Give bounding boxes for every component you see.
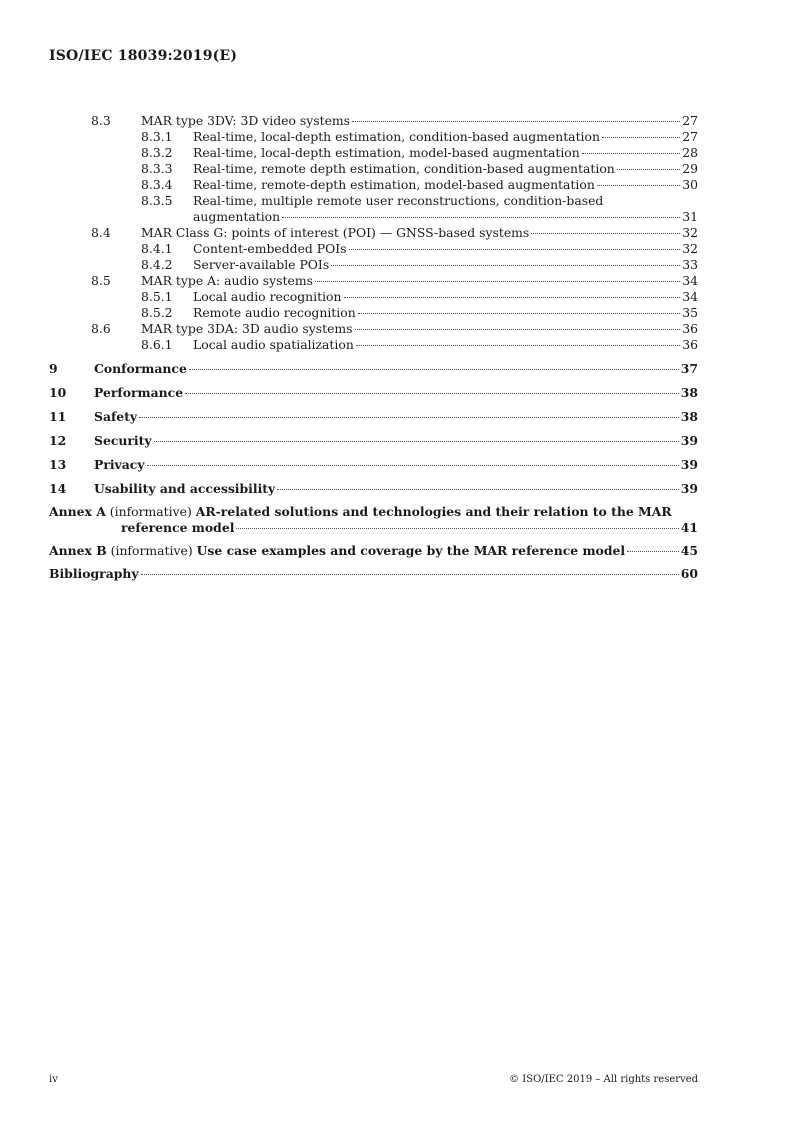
toc-title: Privacy — [94, 457, 145, 472]
leader-dots — [189, 369, 679, 370]
toc-number: 8.3 — [91, 113, 111, 128]
toc-title: Bibliography — [49, 566, 139, 581]
toc-page: 34 — [682, 289, 698, 304]
toc-title: Remote audio recognition — [193, 305, 356, 320]
leader-dots — [617, 169, 680, 170]
toc-page: 29 — [682, 161, 698, 176]
leader-dots — [597, 185, 680, 186]
toc-number: 13 — [49, 457, 67, 472]
toc-title: Local audio recognition — [193, 289, 342, 304]
toc-entry-annex-a[interactable] — [49, 504, 698, 520]
toc-page: 36 — [682, 337, 698, 352]
leader-dots — [141, 574, 679, 575]
toc-page: 30 — [682, 177, 698, 192]
toc-page: 33 — [682, 257, 698, 272]
annex-qualifier: (informative) — [109, 504, 192, 519]
leader-dots — [349, 249, 681, 250]
toc-number: 8.4.1 — [141, 241, 173, 256]
toc-entry-12[interactable] — [49, 432, 698, 449]
toc-number: 8.5.2 — [141, 305, 173, 320]
leader-dots — [356, 345, 680, 346]
toc-entry-8-3-5[interactable] — [49, 193, 698, 209]
toc-page: 32 — [682, 241, 698, 256]
leader-dots — [331, 265, 680, 266]
toc-title: MAR Class G: points of interest (POI) — GNSS-based systems — [141, 225, 530, 240]
annex-qualifier: (informative) — [110, 543, 193, 558]
leader-dots — [355, 329, 681, 330]
toc-number: 8.4.2 — [141, 257, 173, 272]
leader-dots — [352, 121, 680, 122]
toc-title: Content-embedded POIs — [193, 241, 347, 256]
toc-title: MAR type A: audio systems — [141, 273, 313, 288]
toc-number: 8.3.3 — [141, 161, 173, 176]
toc-page: 41 — [680, 520, 698, 535]
toc-title: MAR type 3DA: 3D audio systems — [141, 321, 353, 336]
leader-dots — [236, 528, 678, 529]
toc-number: 8.5.1 — [141, 289, 173, 304]
toc-title: Performance — [94, 385, 184, 400]
annex-label: Annex A — [49, 504, 106, 519]
toc-page: 36 — [682, 321, 698, 336]
toc-entry-10[interactable] — [49, 384, 698, 401]
toc-number: 11 — [49, 409, 67, 424]
leader-dots — [358, 313, 681, 314]
toc-title: Real-time, local-depth estimation, condition-based augmentation — [193, 129, 600, 144]
toc-title: Real-time, remote-depth estimation, model-based augmentation — [193, 177, 595, 192]
toc-title: Safety — [94, 409, 138, 424]
toc-entry-annex-a-cont[interactable] — [49, 520, 698, 536]
toc-page: 32 — [682, 225, 698, 240]
toc-number: 8.6.1 — [141, 337, 173, 352]
document-header: ISO/IEC 18039:2019(E) — [49, 48, 238, 64]
toc-title: Real-time, remote depth estimation, condition-based augmentation — [193, 161, 615, 176]
toc-page: 38 — [680, 409, 698, 424]
toc-number: 9 — [49, 361, 58, 376]
toc-page: 27 — [682, 129, 698, 144]
toc-entry-8-3[interactable] — [49, 113, 698, 129]
toc-entry-bibliography[interactable] — [49, 566, 698, 582]
toc-entry-8-3-2[interactable] — [49, 145, 698, 161]
toc-number: 8.3.2 — [141, 145, 173, 160]
toc-page: 39 — [680, 433, 698, 448]
toc-page: 34 — [682, 273, 698, 288]
leader-dots — [277, 489, 679, 490]
leader-dots — [139, 417, 679, 418]
toc-entry-8-3-5-cont[interactable] — [49, 209, 698, 225]
annex-title: AR-related solutions and technologies and their relation to the MAR — [195, 504, 672, 519]
toc-title: Conformance — [94, 361, 187, 376]
toc-title: Real-time, multiple remote user reconstructions, condition-based — [193, 193, 604, 208]
toc-title: Server-available POIs — [193, 257, 330, 272]
toc-page: 27 — [682, 113, 698, 128]
toc-entry-8-6-1[interactable] — [49, 337, 698, 353]
toc-number: 10 — [49, 385, 67, 400]
toc-page: 60 — [680, 566, 698, 581]
toc-entry-8-6[interactable] — [49, 321, 698, 337]
toc-title: Real-time, local-depth estimation, model-based augmentation — [193, 145, 580, 160]
toc-page: 28 — [682, 145, 698, 160]
toc-title-continued: augmentation — [193, 209, 281, 224]
leader-dots — [154, 441, 679, 442]
toc-number: 8.4 — [91, 225, 111, 240]
toc-page: 38 — [680, 385, 698, 400]
toc-entry-8-4-1[interactable] — [49, 241, 698, 257]
toc-title: Security — [94, 433, 152, 448]
table-of-contents — [49, 113, 698, 582]
toc-title: Local audio spatialization — [193, 337, 354, 352]
leader-dots — [282, 217, 680, 218]
toc-entry-annex-b[interactable] — [49, 543, 698, 559]
toc-entry-8-5-1[interactable] — [49, 289, 698, 305]
leader-dots — [627, 551, 679, 552]
toc-number: 8.5 — [91, 273, 111, 288]
toc-title: Usability and accessibility — [94, 481, 276, 496]
toc-entry-8-5-2[interactable] — [49, 305, 698, 321]
annex-label: Annex B — [49, 543, 107, 558]
toc-page: 39 — [680, 481, 698, 496]
page-number: iv — [49, 1074, 58, 1085]
toc-entry-8-3-4[interactable] — [49, 177, 698, 193]
annex-title: Use case examples and coverage by the MAR reference model — [196, 543, 626, 558]
toc-entry-9[interactable] — [49, 360, 698, 377]
annex-title-continued: reference model — [121, 520, 235, 535]
toc-entry-8-5[interactable] — [49, 273, 698, 289]
toc-page: 39 — [680, 457, 698, 472]
toc-number: 8.3.4 — [141, 177, 173, 192]
toc-entry-13[interactable] — [49, 456, 698, 473]
leader-dots — [344, 297, 681, 298]
leader-dots — [531, 233, 680, 234]
toc-entry-8-4[interactable] — [49, 225, 698, 241]
toc-page: 35 — [682, 305, 698, 320]
toc-number: 8.3.1 — [141, 129, 173, 144]
toc-number: 12 — [49, 433, 67, 448]
toc-page: 45 — [680, 543, 698, 558]
toc-page: 31 — [682, 209, 698, 224]
toc-page: 37 — [680, 361, 698, 376]
toc-entry-8-4-2[interactable] — [49, 257, 698, 273]
leader-dots — [315, 281, 680, 282]
copyright-notice: © ISO/IEC 2019 – All rights reserved — [509, 1074, 698, 1085]
toc-entry-14[interactable] — [49, 480, 698, 497]
toc-title: MAR type 3DV: 3D video systems — [141, 113, 351, 128]
leader-dots — [602, 137, 680, 138]
toc-number: 8.3.5 — [141, 193, 173, 208]
toc-number: 8.6 — [91, 321, 111, 336]
toc-entry-8-3-3[interactable] — [49, 161, 698, 177]
leader-dots — [582, 153, 680, 154]
leader-dots — [147, 465, 679, 466]
toc-entry-11[interactable] — [49, 408, 698, 425]
leader-dots — [185, 393, 679, 394]
toc-number: 14 — [49, 481, 67, 496]
toc-entry-8-3-1[interactable] — [49, 129, 698, 145]
